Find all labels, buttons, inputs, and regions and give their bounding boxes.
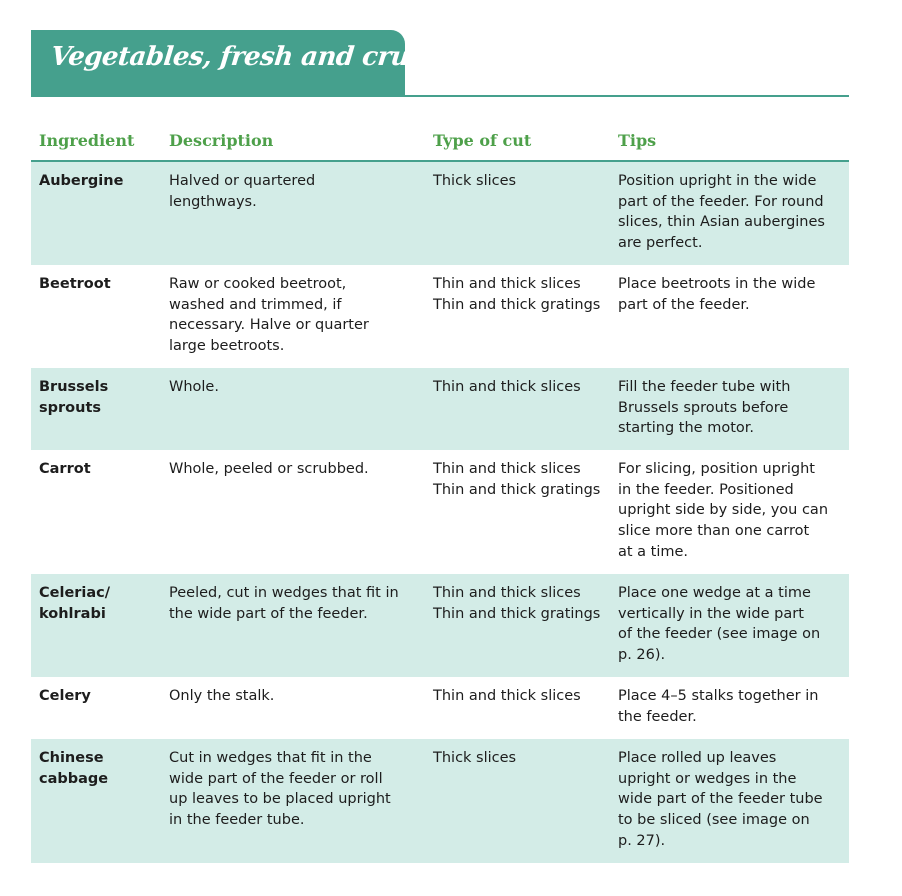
cell-line: wide part of the feeder or roll xyxy=(169,770,383,787)
cell-line: in the feeder tube. xyxy=(169,812,305,829)
cell-description xyxy=(169,748,409,831)
cell-tips xyxy=(618,171,840,254)
table-body xyxy=(31,162,849,863)
title-underline xyxy=(31,95,849,97)
cell-tips xyxy=(618,274,840,315)
cell-line: Thick slices xyxy=(433,750,517,766)
cell-line: Place beetroots in the wide xyxy=(618,276,816,292)
cell-line: For slicing, position upright xyxy=(618,461,815,477)
cell-description xyxy=(169,171,409,212)
cell-line: wide part of the feeder tube xyxy=(618,791,823,808)
cell-line: vertically in the wide part xyxy=(618,605,804,622)
cell-type-of-cut xyxy=(433,459,608,500)
cell-line: Celeriac/ xyxy=(39,585,111,601)
cell-type-of-cut xyxy=(433,583,608,624)
header-ingredient: Ingredient xyxy=(39,131,135,150)
cell-line: Celery xyxy=(39,688,91,704)
cell-ingredient xyxy=(39,459,159,480)
cell-line: Cut in wedges that fit in the xyxy=(169,750,372,766)
table-row xyxy=(31,265,849,368)
table-row xyxy=(31,574,849,677)
cell-line: necessary. Halve or quarter xyxy=(169,317,369,334)
cell-ingredient xyxy=(39,274,159,295)
cell-line: Thin and thick slices xyxy=(433,688,581,704)
cell-line: upright side by side, you can xyxy=(618,502,829,519)
cell-description xyxy=(169,459,409,480)
cell-line: Place rolled up leaves xyxy=(618,750,777,766)
cell-description xyxy=(169,377,409,398)
header-type-of-cut: Type of cut xyxy=(433,131,532,150)
cell-ingredient xyxy=(39,171,159,192)
cell-line: p. 27). xyxy=(618,832,666,849)
cell-line: of the feeder (see image on xyxy=(618,626,821,643)
cell-line: upright or wedges in the xyxy=(618,770,797,787)
cell-ingredient xyxy=(39,686,159,707)
cell-type-of-cut xyxy=(433,377,608,398)
cell-type-of-cut xyxy=(433,171,608,192)
section-title: Vegetables, fresh and crunchy xyxy=(49,42,478,72)
cell-line: sprouts xyxy=(39,399,102,416)
cell-ingredient xyxy=(39,748,159,789)
cell-line: in the feeder. Positioned xyxy=(618,481,794,498)
cell-ingredient xyxy=(39,377,159,418)
cell-line: Thin and thick slices xyxy=(433,461,581,477)
vegetables-table xyxy=(31,122,849,863)
cell-line: Fill the feeder tube with xyxy=(618,379,791,395)
cell-line: Position upright in the wide xyxy=(618,173,817,189)
cell-line: starting the motor. xyxy=(618,420,755,437)
section-banner xyxy=(31,30,478,96)
cell-line: Raw or cooked beetroot, xyxy=(169,276,347,292)
cell-line: part of the feeder. xyxy=(618,296,750,313)
cell-ingredient xyxy=(39,583,159,624)
cell-tips xyxy=(618,686,840,727)
cell-line: Whole. xyxy=(169,379,219,395)
cell-tips xyxy=(618,377,840,439)
cell-line: are perfect. xyxy=(618,235,703,252)
cell-line: Thin and thick slices xyxy=(433,276,581,292)
cell-line: Chinese xyxy=(39,750,104,766)
cell-line: Thin and thick gratings xyxy=(433,481,601,498)
cell-line: p. 26). xyxy=(618,647,666,664)
table-row xyxy=(31,162,849,265)
cell-tips xyxy=(618,748,840,852)
cell-line: Only the stalk. xyxy=(169,688,275,704)
cell-line: up leaves to be placed upright xyxy=(169,791,391,808)
cell-line: the feeder. xyxy=(618,708,697,725)
cell-line: lengthways. xyxy=(169,193,257,210)
cell-line: Aubergine xyxy=(39,173,124,189)
cell-line: Place 4–5 stalks together in xyxy=(618,688,819,704)
cell-line: Beetroot xyxy=(39,276,111,292)
cell-line: part of the feeder. For round xyxy=(618,193,824,210)
cell-type-of-cut xyxy=(433,274,608,315)
cell-line: Halved or quartered xyxy=(169,173,316,189)
cell-line: slice more than one carrot xyxy=(618,523,810,540)
cell-line: large beetroots. xyxy=(169,338,285,355)
cell-line: Whole, peeled or scrubbed. xyxy=(169,461,369,477)
table-row xyxy=(31,368,849,450)
table-row xyxy=(31,450,849,574)
cell-line: Thin and thick slices xyxy=(433,379,581,395)
cell-tips xyxy=(618,583,840,666)
cell-line: kohlrabi xyxy=(39,605,106,622)
cell-line: Brussels xyxy=(39,379,109,395)
cell-line: Peeled, cut in wedges that fit in xyxy=(169,585,399,601)
cell-description xyxy=(169,583,409,624)
table-row xyxy=(31,739,849,863)
cell-line: Brussels sprouts before xyxy=(618,399,789,416)
cell-line: Thin and thick gratings xyxy=(433,296,601,313)
cell-line: Thick slices xyxy=(433,173,517,189)
cell-line: washed and trimmed, if xyxy=(169,296,342,313)
cell-type-of-cut xyxy=(433,686,608,707)
cell-line: Carrot xyxy=(39,461,91,477)
cell-line: Place one wedge at a time xyxy=(618,585,811,601)
cell-line: Thin and thick gratings xyxy=(433,605,601,622)
table-row xyxy=(31,677,849,739)
cell-line: cabbage xyxy=(39,770,109,787)
cell-line: at a time. xyxy=(618,543,689,560)
cell-line: the wide part of the feeder. xyxy=(169,605,368,622)
cell-line: to be sliced (see image on xyxy=(618,812,810,829)
cell-tips xyxy=(618,459,840,563)
header-description: Description xyxy=(169,131,274,150)
table-header xyxy=(31,122,849,162)
header-tips: Tips xyxy=(618,131,657,150)
cell-description xyxy=(169,274,409,357)
cell-line: Thin and thick slices xyxy=(433,585,581,601)
cell-type-of-cut xyxy=(433,748,608,769)
cell-line: slices, thin Asian aubergines xyxy=(618,214,825,231)
cell-description xyxy=(169,686,409,707)
